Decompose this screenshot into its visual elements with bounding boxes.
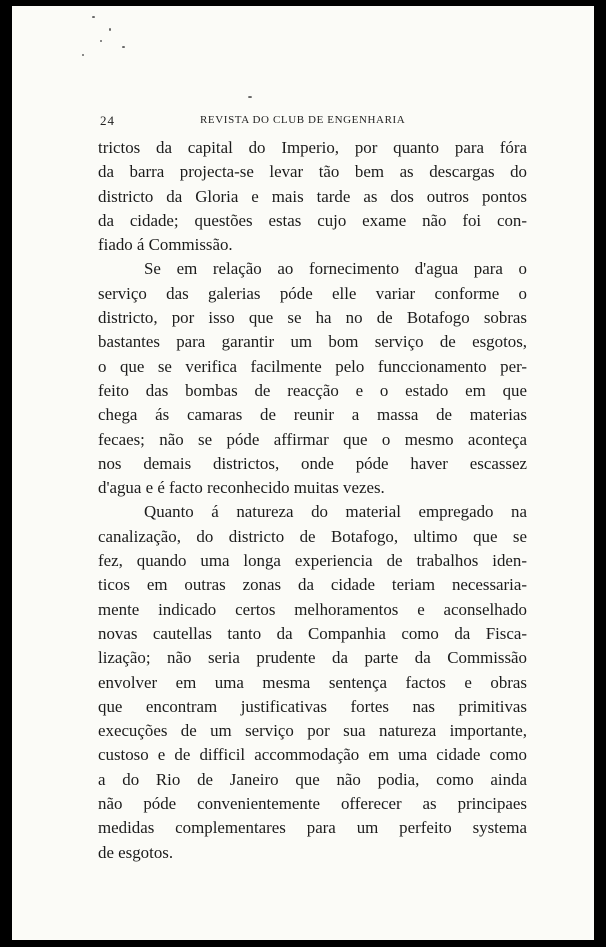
text-line: lização; não seria prudente da parte da Commissão: [98, 648, 527, 668]
text-line: mente indicado certos melhoramentos e aconselhado: [98, 599, 527, 619]
running-title: REVISTA DO CLUB DE ENGENHARIA: [200, 114, 406, 126]
text-line: Quanto á natureza do material empregado na: [144, 502, 527, 522]
text-line: d'agua e é facto reconhecido muitas vezes.: [98, 478, 385, 498]
text-line: medidas complementares para um perfeito systema: [98, 818, 527, 838]
text-line: districto da Gloria e mais tarde as dos outros pontos: [98, 186, 527, 206]
paper-speck: [82, 54, 84, 56]
paper-speck: [122, 46, 125, 48]
text-line: o que se verifica facilmente pelo funccionamento per-: [98, 356, 527, 376]
text-line: custoso e de difficil accommodação em uma cidade como: [98, 745, 527, 765]
paragraph-2: [98, 257, 527, 500]
text-line: a do Rio de Janeiro que não podia, como ainda: [98, 769, 527, 789]
text-line: que encontram justificativas fortes nas primitivas: [98, 696, 527, 716]
text-line: bastantes para garantir um bom serviço de esgotos,: [98, 332, 527, 352]
text-line: não póde convenientemente offerecer as principaes: [98, 794, 527, 814]
text-line: de esgotos.: [98, 842, 174, 862]
paper-speck: [100, 40, 102, 42]
paragraph-1: [98, 136, 527, 257]
text-line: feito das bombas de reacção e o estado em que: [98, 380, 527, 400]
paper-speck: [109, 28, 111, 31]
body-text: [98, 136, 527, 865]
text-line: da barra projecta-se levar tão bem as descargas do: [98, 162, 527, 182]
text-line: chega ás camaras de reunir a massa de materias: [98, 405, 527, 425]
text-line: serviço das galerias póde elle variar conforme o: [98, 283, 527, 303]
paper-speck: [248, 96, 252, 98]
text-line: Se em relação ao fornecimento d'agua para o: [144, 259, 527, 279]
text-line: canalização, do districto de Botafogo, ultimo que se: [98, 526, 527, 546]
text-line: trictos da capital do Imperio, por quanto para fóra: [98, 138, 527, 157]
paragraph-3: [98, 500, 527, 864]
text-line: novas cautellas tanto da Companhia como da Fisca-: [98, 623, 527, 643]
text-line: fecaes; não se póde affirmar que o mesmo aconteça: [98, 429, 527, 449]
text-line: execuções de um serviço por sua natureza importante,: [98, 721, 527, 741]
book-page: [12, 6, 594, 940]
text-line: da cidade; questões estas cujo exame não foi con-: [98, 210, 527, 230]
text-line: fez, quando uma longa experiencia de trabalhos iden-: [98, 551, 527, 571]
paper-speck: [92, 16, 95, 18]
page-number: 24: [100, 113, 115, 128]
text-line: envolver em uma mesma sentença factos e obras: [98, 672, 527, 692]
text-line: nos demais districtos, onde póde haver escassez: [98, 453, 527, 473]
text-line: fiado á Commissão.: [98, 235, 233, 255]
text-line: ticos em outras zonas da cidade teriam necessaria-: [98, 575, 527, 595]
text-line: districto, por isso que se ha no de Botafogo sobras: [98, 308, 527, 328]
